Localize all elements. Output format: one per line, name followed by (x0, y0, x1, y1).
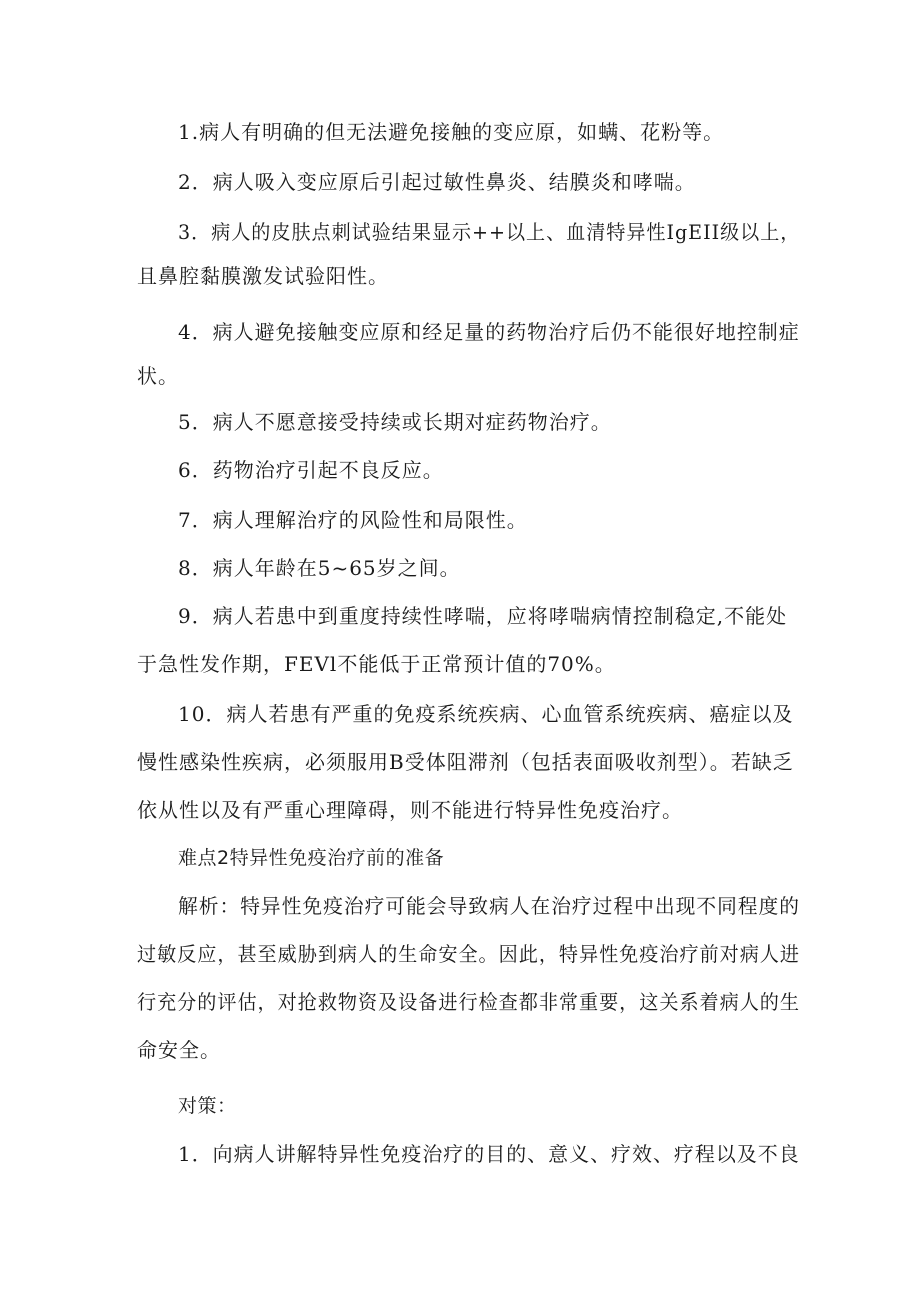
criterion-3-cont: 且鼻腔黏膜激发试验阳性。 (137, 264, 389, 288)
criterion-2: 2．病人吸入变应原后引起过敏性鼻炎、结膜炎和哮喘。 (178, 170, 696, 194)
countermeasures-label: 对策： (178, 1095, 237, 1117)
analysis-line-3: 行充分的评估，对抢救物资及设备进行检查都非常重要，这关系着病人的生 (137, 990, 800, 1014)
criterion-7: 7．病人理解治疗的风险性和局限性。 (178, 508, 528, 532)
criterion-6: 6．药物治疗引起不良反应。 (178, 458, 444, 482)
criterion-10-cont-2: 依从性以及有严重心理障碍，则不能进行特异性免疫治疗。 (137, 798, 683, 822)
criterion-5: 5．病人不愿意接受持续或长期对症药物治疗。 (178, 410, 612, 434)
analysis-line-4: 命安全。 (137, 1038, 221, 1062)
analysis-line-2: 过敏反应，甚至威胁到病人的生命安全。因此，特异性免疫治疗前对病人进 (137, 942, 800, 966)
criterion-10-cont-1: 慢性感染性疾病，必须服用B受体阻滞剂（包括表面吸收剂型）。若缺乏 (137, 750, 794, 774)
criterion-10: 10．病人若患有严重的免疫系统疾病、心血管系统疾病、癌症以及 (178, 702, 794, 726)
criterion-8: 8．病人年龄在5~65岁之间。 (178, 556, 461, 580)
criterion-4: 4．病人避免接触变应原和经足量的药物治疗后仍不能很好地控制症 (178, 320, 800, 344)
criterion-1: 1.病人有明确的但无法避免接触的变应原，如螨、花粉等。 (178, 120, 725, 144)
section-heading: 难点2特异性免疫治疗前的准备 (178, 847, 445, 869)
criterion-9: 9．病人若患中到重度持续性哮喘，应将哮喘病情控制稳定,不能处 (178, 604, 788, 628)
criterion-9-cont: 于急性发作期，FEVl不能低于正常预计值的70%。 (137, 652, 616, 676)
analysis-line-1: 解析：特异性免疫治疗可能会导致病人在治疗过程中出现不同程度的 (178, 894, 800, 918)
countermeasure-1: 1．向病人讲解特异性免疫治疗的目的、意义、疗效、疗程以及不良 (178, 1142, 800, 1166)
criterion-3: 3．病人的皮肤点刺试验结果显示++以上、血清特异性IgEII级以上， (178, 220, 801, 244)
criterion-4-cont: 状。 (137, 364, 179, 388)
